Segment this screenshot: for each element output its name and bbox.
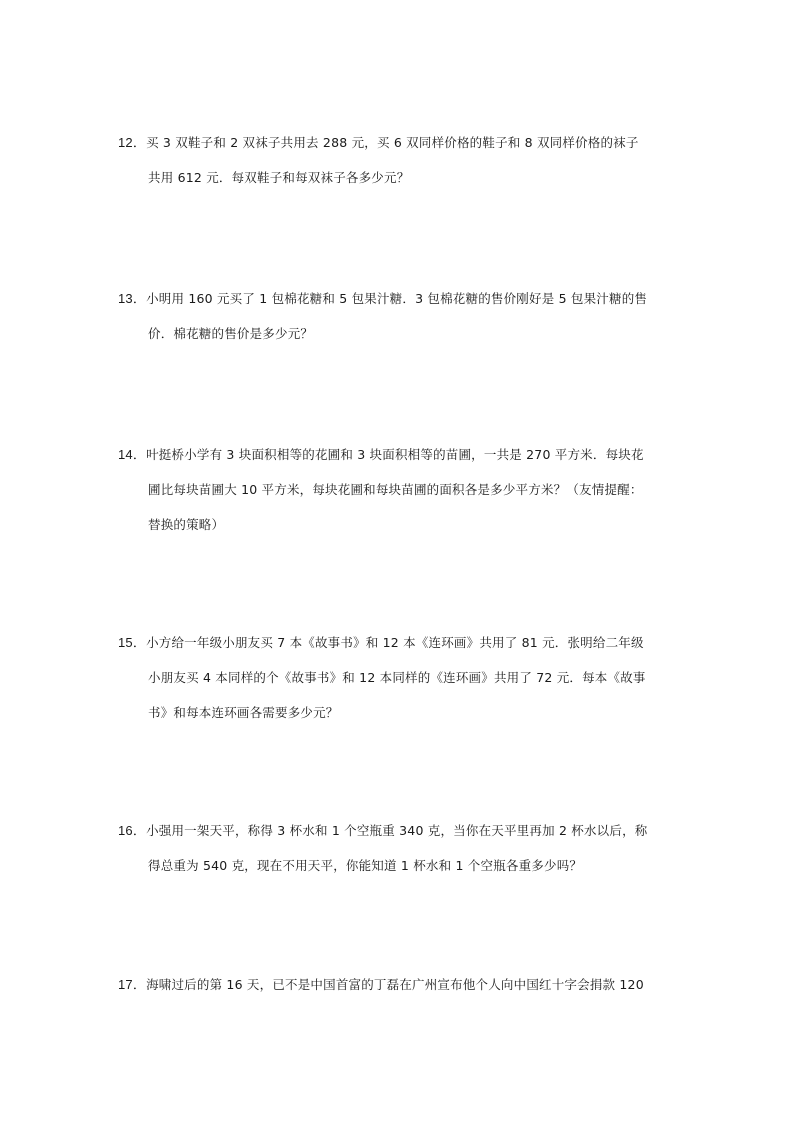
- problem-14: [118, 446, 678, 534]
- problem-number: 15．: [118, 635, 147, 650]
- problem-line: [118, 290, 678, 308]
- problem-text: 海啸过后的第 16 天，已不是中国首富的丁磊在广州宣布他个人向中国红十字会捐款 120: [146, 977, 644, 992]
- problem-line: [118, 446, 678, 464]
- problem-text: 得总重为 540 克，现在不用天平，你能知道 1 杯水和 1 个空瓶各重多少吗？: [148, 858, 583, 873]
- problem-text: 买 3 双鞋子和 2 双袜子共用去 288 元，买 6 双同样价格的鞋子和 8 双同样价格的袜子: [146, 135, 639, 150]
- problem-text: 圃比每块苗圃大 10 平方米，每块花圃和每块苗圃的面积各是多少平方米？（友情提醒：: [148, 482, 643, 497]
- problem-13: [118, 290, 678, 343]
- problem-number: 13．: [118, 291, 147, 306]
- problem-text: 书》和每本连环画各需要多少元？: [148, 705, 339, 720]
- problem-15: [118, 634, 678, 722]
- problem-number: 12．: [118, 135, 147, 150]
- problem-17: [118, 976, 678, 994]
- problem-text: 叶挺桥小学有 3 块面积相等的花圃和 3 块面积相等的苗圃，一共是 270 平方米．每块花: [146, 447, 644, 462]
- problem-line: [118, 134, 678, 152]
- problem-text: 小明用 160 元买了 1 包棉花糖和 5 包果汁糖．3 包棉花糖的售价刚好是 5 包果汁糖的售: [146, 291, 648, 306]
- problem-text: 价．棉花糖的售价是多少元？: [148, 326, 314, 341]
- problem-text: 小朋友买 4 本同样的个《故事书》和 12 本同样的《连环画》共用了 72 元．每本《故事: [148, 670, 646, 685]
- problem-line: [118, 976, 678, 994]
- problem-number: 16．: [118, 823, 147, 838]
- problem-text: 替换的策略）: [148, 517, 225, 532]
- problem-text: 小方给一年级小朋友买 7 本《故事书》和 12 本《连环画》共用了 81 元．张明给二年级: [146, 635, 644, 650]
- problem-12: [118, 134, 678, 187]
- problem-text: 小强用一架天平，称得 3 杯水和 1 个空瓶重 340 克，当你在天平里再加 2 杯水以后，称: [146, 823, 648, 838]
- problem-line: [118, 634, 678, 652]
- problem-line: [118, 822, 678, 840]
- problem-16: [118, 822, 678, 875]
- problem-number: 14．: [118, 447, 147, 462]
- problem-text: 共用 612 元．每双鞋子和每双袜子各多少元？: [148, 170, 410, 185]
- problem-number: 17．: [118, 977, 147, 992]
